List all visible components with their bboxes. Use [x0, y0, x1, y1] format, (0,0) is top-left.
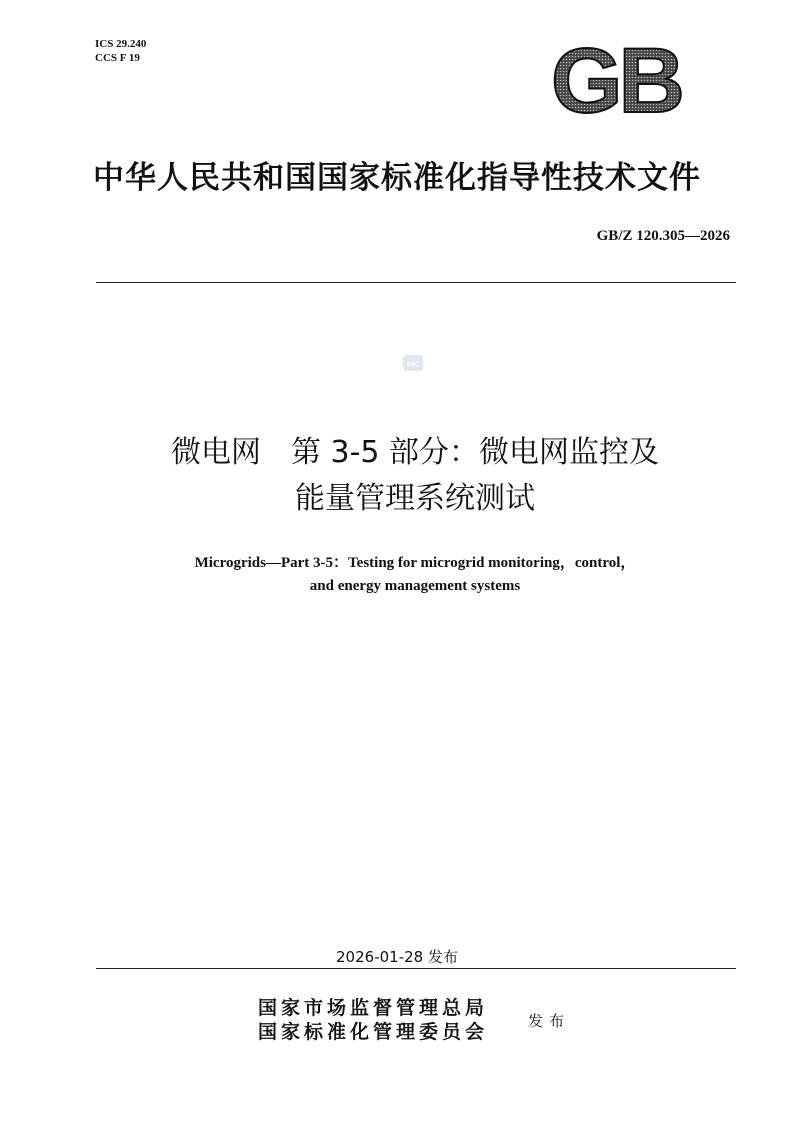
gb-logo [538, 40, 695, 118]
standard-number: GB/Z 120.305—2026 [596, 228, 730, 244]
title-english [0, 552, 794, 598]
issuer-sac: 国家标准化管理委员会 [258, 1021, 489, 1043]
title-chinese-line1: 微电网 第 3-5 部分：微电网监控及 [170, 435, 660, 470]
issuer-samr: 国家市场监督管理总局 [258, 997, 489, 1019]
top-divider [96, 282, 736, 283]
classification-codes [95, 37, 146, 65]
ics-code: ICS 29.240 [95, 38, 147, 50]
issue-label: 发布 [528, 1012, 571, 1030]
gb-logo-text: GB [551, 40, 681, 118]
title-chinese-line2: 能量管理系统测试 [295, 481, 535, 516]
bottom-divider [96, 968, 736, 969]
title-english-line2: and energy management systems [309, 578, 521, 594]
issuing-authorities [258, 996, 488, 1044]
publication-date: 2026-01-28 发布 [336, 948, 458, 966]
sac-watermark-text: SAC [406, 362, 420, 368]
ccs-code: CCS F 19 [95, 52, 140, 64]
document-type: 中华人民共和国国家标准化指导性技术文件 [93, 160, 701, 196]
title-english-line1: Microgrids—Part 3-5：Testing for microgrid monitoring，control， [194, 555, 636, 571]
title-chinese [0, 430, 794, 522]
sac-watermark [402, 352, 424, 374]
